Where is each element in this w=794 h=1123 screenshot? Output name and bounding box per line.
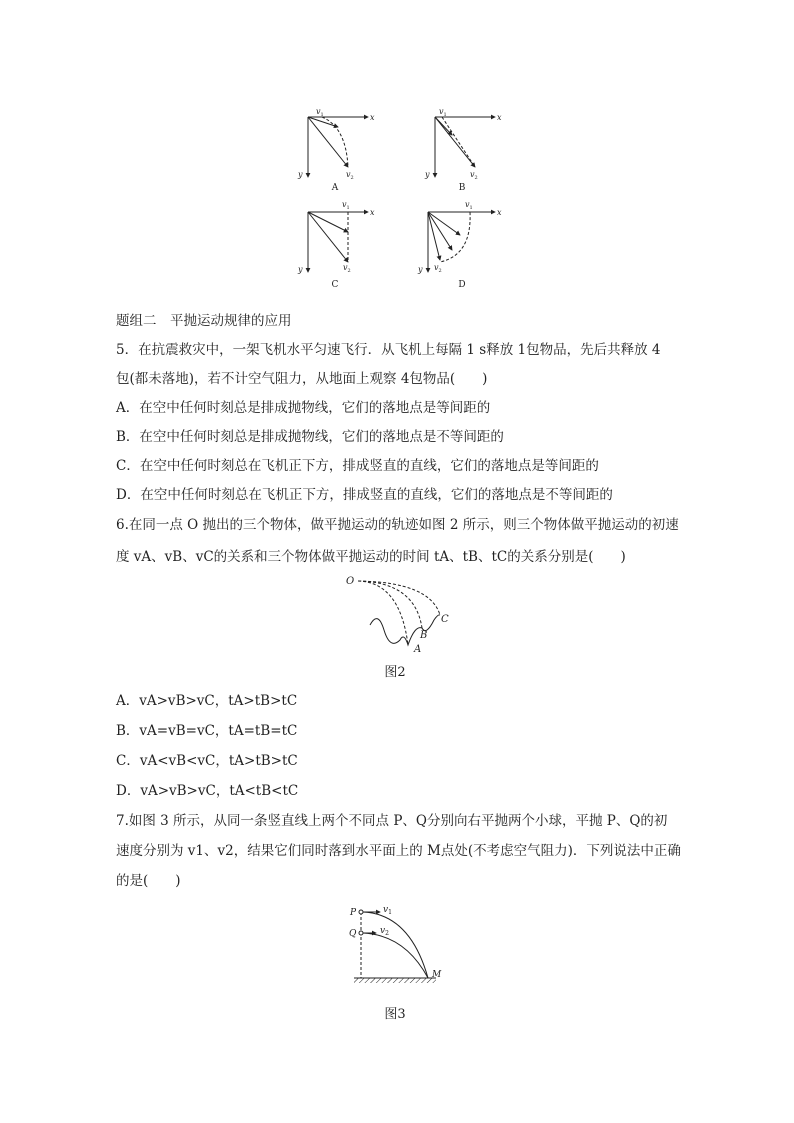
q5-stem-line1: 5．在抗震救灾中，一架飞机水平匀速飞行．从飞机上每隔 1 s释放 1包物品，先后共释放 4 (116, 342, 661, 358)
q6-stem-line1: 6.在同一点 O 抛出的三个物体，做平抛运动的轨迹如图 2 所示，则三个物体做平抛运动的初速 (116, 517, 679, 533)
q6-option-b: B．vA=vB=vC，tA=tB=tC (116, 723, 298, 739)
diagram-c-y: y (298, 265, 303, 274)
point-a-label: A (414, 644, 422, 655)
diagram-d-v2: $v_2$ (434, 263, 442, 274)
point-m-label: M (432, 970, 442, 980)
diagram-a-y: y (298, 170, 303, 179)
q5-option-b: B．在空中任何时刻总是排成抛物线，它们的落地点是不等间距的 (116, 429, 504, 445)
diagram-b-x: x (497, 113, 502, 122)
diagram-b-v1: $v_1$ (439, 107, 447, 118)
diagram-b-y: y (425, 170, 430, 179)
ground-hatch (354, 978, 436, 983)
diagram-label-b: B (458, 183, 466, 193)
diagram-c-v1: $v_1$ (342, 200, 350, 211)
figure-3 (340, 900, 450, 990)
v1-label: $v_1$ (383, 905, 392, 916)
q6-option-c: C．vA<vB<vC，tA>tB>tC (116, 753, 298, 769)
diagram-a-x: x (370, 113, 375, 122)
q7-stem-line3: 的是( ) (116, 873, 181, 889)
q6-stem-line2: 度 vA、vB、vC的关系和三个物体做平抛运动的时间 tA、tB、tC的关系分别是( ) (116, 549, 626, 565)
diagram-b (435, 117, 495, 177)
q5-stem-line2: 包(都未落地)，若不计空气阻力，从地面上观察 4包物品( ) (116, 371, 488, 387)
diagram-b-v2: $v_2$ (470, 170, 478, 181)
q5-option-a: A．在空中任何时刻总是排成抛物线，它们的落地点是等间距的 (116, 400, 491, 416)
diagram-label-c: C (331, 280, 339, 290)
diagram-d-v1: $v_1$ (465, 200, 473, 211)
point-p-label: P (350, 908, 357, 918)
diagram-label-a: A (331, 183, 339, 193)
q6-option-a: A．vA>vB>vC，tA>tB>tC (116, 693, 298, 709)
diagram-label-d: D (458, 280, 466, 290)
q7-stem-line2: 速度分别为 v1、v2，结果它们同时落到水平面上的 M点处(不考虑空气阻力)．下列说法中正确 (116, 843, 681, 859)
diagram-d-y: y (418, 265, 423, 274)
diagram-a (308, 117, 368, 177)
q5-option-d: D．在空中任何时刻总在飞机正下方，排成竖直的直线，它们的落地点是不等间距的 (116, 487, 613, 503)
q5-option-c: C．在空中任何时刻总在飞机正下方，排成竖直的直线，它们的落地点是等间距的 (116, 458, 599, 474)
diagram-d-x: x (497, 208, 502, 217)
diagram-a-v2: $v_2$ (346, 170, 354, 181)
diagram-c (308, 212, 368, 272)
diagram-c-x: x (370, 208, 375, 217)
q6-option-d: D．vA>vB>vC，tA<tB<tC (116, 783, 299, 799)
figure-3-caption: 图3 (384, 1007, 406, 1022)
point-q-label: Q (349, 929, 357, 939)
section-title: 题组二 平抛运动规律的应用 (116, 313, 292, 329)
q7-stem-line1: 7.如图 3 所示，从同一条竖直线上两个不同点 P、Q分别向右平抛两个小球，平抛 P、Q的初 (116, 813, 668, 829)
vector-diagrams (290, 105, 510, 295)
diagram-c-v2: $v_2$ (343, 263, 351, 274)
point-c-label: C (441, 614, 449, 625)
figure-2-caption: 图2 (384, 665, 406, 680)
point-b-label: B (420, 630, 428, 641)
point-o-label: O (346, 576, 355, 587)
figure-2 (340, 570, 460, 655)
ground-surface (370, 615, 440, 645)
diagram-a-v1: $v_1$ (316, 107, 324, 118)
v2-label: $v_2$ (380, 926, 389, 937)
